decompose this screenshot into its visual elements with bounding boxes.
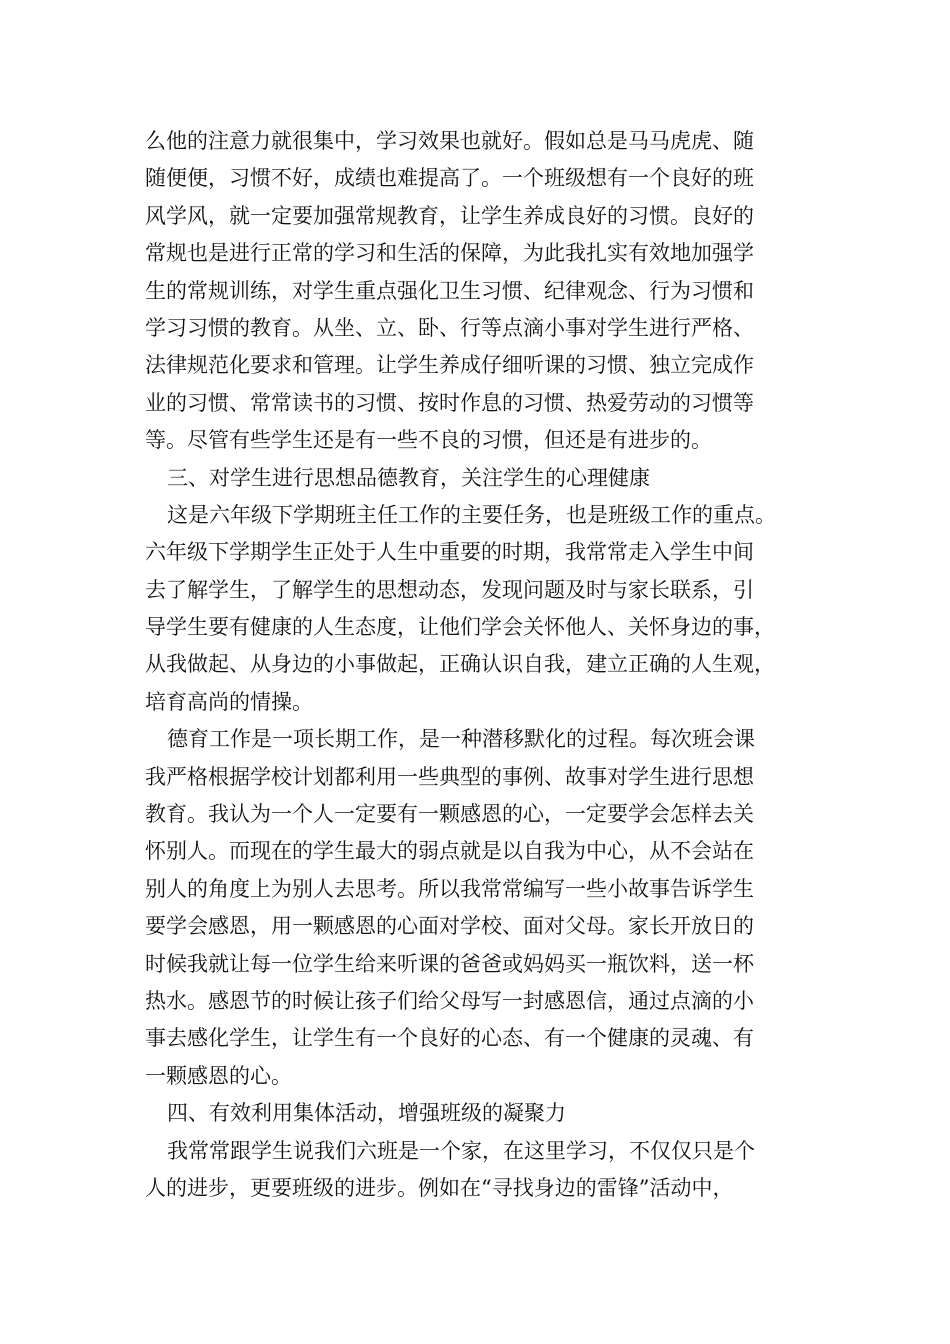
text-line: 业的习惯、常常读书的习惯、按时作息的习惯、热爱劳动的习惯等 [145,390,754,415]
document-body [145,123,825,1207]
text-line: 事去感化学生，让学生有一个良好的心态、有一个健康的灵魂、有 [145,1026,754,1051]
text-line: 一颗感恩的心。 [145,1063,292,1088]
text-line: 么他的注意力就很集中，学习效果也就好。假如总是马马虎虎、随 [145,129,754,153]
text-line: 我严格根据学校计划都利用一些典型的事例、故事对学生进行思想 [145,764,754,789]
text-line: 从我做起、从身边的小事做起，正确认识自我，建立正确的人生观， [145,652,775,677]
text-line: 法律规范化要求和管理。让学生养成仔细听课的习惯、独立完成作 [145,353,754,378]
text-line: 学习习惯的教育。从坐、立、卧、行等点滴小事对学生进行严格、 [145,315,754,340]
text-line: 怀别人。而现在的学生最大的弱点就是以自我为中心，从不会站在 [145,839,754,864]
text-line: 时候我就让每一位学生给来听课的爸爸或妈妈买一瓶饮料，送一杯 [145,951,754,976]
text-line: 常规也是进行正常的学习和生活的保障，为此我扎实有效地加强学 [145,241,754,266]
text-line: 这是六年级下学期班主任工作的主要任务，也是班级工作的重点。 [167,502,776,527]
text-line: 别人的角度上为别人去思考。所以我常常编写一些小故事告诉学生 [145,876,754,901]
text-line: 三、对学生进行思想品德教育，关注学生的心理健康 [167,465,650,490]
text-line: 随便便，习惯不好，成绩也难提高了。一个班级想有一个良好的班 [145,166,754,191]
text-line: 风学风，就一定要加强常规教育，让学生养成良好的习惯。良好的 [145,203,754,228]
text-line: 培育高尚的情操。 [145,689,313,714]
text-line: 去了解学生，了解学生的思想动态，发现问题及时与家长联系，引 [145,577,754,602]
document-page [145,123,825,1207]
text-line: 我常常跟学生说我们六班是一个家，在这里学习，不仅仅只是个 [167,1138,755,1163]
text-line: 六年级下学期学生正处于人生中重要的时期，我常常走入学生中间 [145,540,754,565]
text-line: 导学生要有健康的人生态度，让他们学会关怀他人、关怀身边的事， [145,615,775,640]
text-line: 要学会感恩，用一颗感恩的心面对学校、面对父母。家长开放日的 [145,914,754,939]
text-line: 热水。感恩节的时候让孩子们给父母写一封感恩信，通过点滴的小 [145,988,754,1013]
text-line: 等。尽管有些学生还是有一些不良的习惯，但还是有进步的。 [145,428,712,453]
text-line: 人的进步，更要班级的进步。例如在“寻找身边的雷锋”活动中， [145,1175,734,1200]
text-line: 四、有效利用集体活动，增强班级的凝聚力 [167,1101,566,1126]
text-line: 教育。我认为一个人一定要有一颗感恩的心，一定要学会怎样去关 [145,802,754,827]
text-line: 德育工作是一项长期工作，是一种潜移默化的过程。每次班会课 [167,727,755,752]
text-line: 生的常规训练，对学生重点强化卫生习惯、纪律观念、行为习惯和 [145,278,754,303]
